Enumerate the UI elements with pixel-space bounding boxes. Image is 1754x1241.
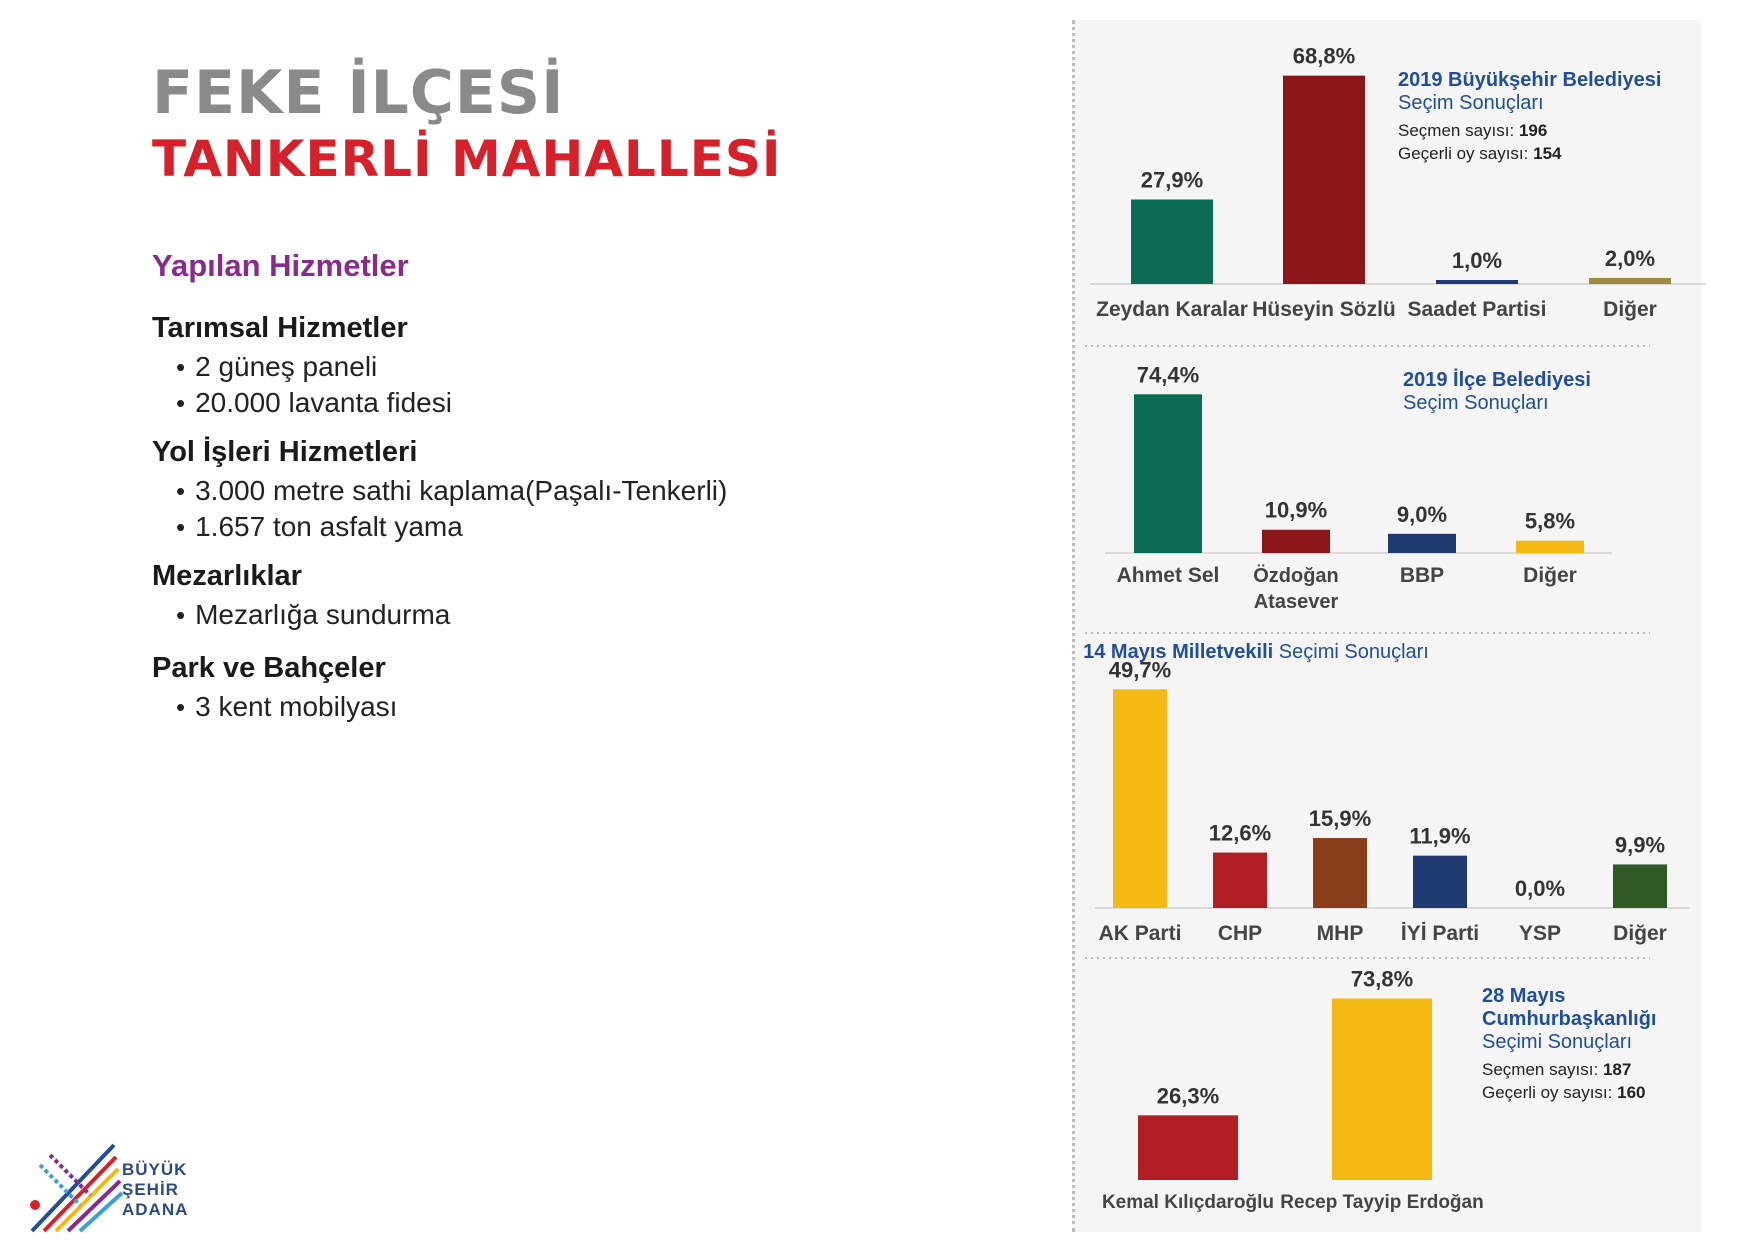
chart-title-line: Seçimi Sonuçları [1482, 1031, 1633, 1053]
category-label: Diğer [1523, 564, 1577, 587]
list-item: • 20.000 lavanta fidesi [176, 385, 452, 421]
note-value: 160 [1617, 1083, 1646, 1102]
chart-title-rest: Seçimi Sonuçları [1273, 641, 1429, 663]
note-label: Seçmen sayısı: [1398, 121, 1519, 140]
chart-bar [1283, 76, 1365, 284]
list-item: • 1.657 ton asfalt yama [176, 509, 727, 545]
category-label: Diğer [1603, 298, 1657, 321]
note-label: Seçmen sayısı: [1482, 1060, 1603, 1079]
services-heading: Yapılan Hizmetler [152, 248, 409, 283]
category-label: Özdoğan [1253, 565, 1339, 587]
logo-line: ADANA [122, 1200, 189, 1219]
neighborhood-title: TANKERLİ MAHALLESİ [152, 130, 782, 188]
category-label: Saadet Partisi [1407, 298, 1547, 321]
chart-bar [1313, 838, 1367, 908]
note-value: 187 [1602, 1060, 1632, 1079]
chart-title-line: 2019 Büyükşehir Belediyesi [1398, 69, 1662, 91]
chart-bar [1213, 853, 1267, 908]
chart-bar [1262, 530, 1330, 553]
logo-line: BÜYÜK [122, 1160, 188, 1179]
bar-value-label: 27,9% [1140, 167, 1204, 193]
chart-bar [1613, 864, 1667, 908]
bar-value-label: 12,6% [1208, 820, 1272, 846]
bar-value-label: 74,4% [1136, 362, 1200, 388]
list-item: • Mezarlığa sundurma [176, 597, 450, 633]
chart-bar [1589, 278, 1671, 284]
category-label: Diğer [1613, 922, 1667, 945]
chart-note [1482, 1060, 1631, 1079]
chart-bar [1134, 394, 1202, 553]
bar-value-label: 1,0% [1451, 248, 1503, 273]
chart-bar [1436, 280, 1518, 284]
category-label: İYİ Parti [1400, 922, 1480, 945]
chart-note [1482, 1083, 1645, 1102]
chart-title-line: 2019 İlçe Belediyesi [1403, 369, 1591, 391]
chart-title-line: Seçim Sonuçları [1403, 392, 1549, 414]
note-label: Geçerli oy sayısı: [1482, 1083, 1618, 1102]
section-heading: Mezarlıklar [152, 560, 302, 592]
bar-value-label: 0,0% [1514, 876, 1566, 901]
bar-value-label: 9,0% [1396, 501, 1448, 527]
bar-value-label: 68,8% [1292, 43, 1356, 69]
bar-value-label: 11,9% [1409, 823, 1471, 849]
bar-value-label: 73,8% [1350, 966, 1414, 992]
note-label: Geçerli oy sayısı: [1398, 144, 1534, 163]
category-label: Zeydan Karalar [1096, 298, 1248, 321]
bar-value-label: 9,9% [1614, 832, 1666, 858]
logo-line: ŞEHİR [122, 1180, 179, 1199]
chart-note [1398, 121, 1547, 140]
district-title: FEKE İLÇESİ [152, 58, 565, 128]
chart-note [1398, 144, 1562, 163]
category-label: Atasever [1253, 591, 1339, 613]
list-item: • 3 kent mobilyası [176, 689, 397, 725]
note-value: 196 [1518, 121, 1548, 140]
chart-title-bold: 14 Mayıs Milletvekili [1083, 641, 1274, 663]
bar-value-label: 15,9% [1308, 806, 1372, 832]
chart-bar [1388, 534, 1456, 553]
chart-bar [1131, 200, 1213, 284]
chart-bar [1516, 541, 1584, 553]
chart-bar [1413, 856, 1467, 908]
category-label: CHP [1217, 922, 1263, 945]
category-label: Recep Tayyip Erdoğan [1280, 1192, 1484, 1213]
chart-title-line: 28 Mayıs [1482, 985, 1566, 1007]
category-label: YSP [1518, 922, 1562, 945]
chart-title [1083, 641, 1429, 663]
bar-value-label: 10,9% [1264, 497, 1328, 523]
chart-bar [1138, 1115, 1238, 1180]
bar-value-label: 26,3% [1156, 1083, 1220, 1109]
note-value: 154 [1533, 144, 1562, 163]
chart-title-line: Cumhurbaşkanlığı [1482, 1008, 1657, 1030]
bar-value-label: 5,8% [1524, 508, 1576, 534]
chart-bar [1332, 998, 1432, 1180]
chart-title-line: Seçim Sonuçları [1398, 92, 1544, 114]
list-item: • 3.000 metre sathi kaplama(Paşalı-Tenkerli) [176, 473, 727, 509]
bar-value-label: 49,7% [1108, 657, 1172, 683]
category-label: MHP [1316, 922, 1364, 945]
section-heading: Tarımsal Hizmetler [152, 312, 408, 344]
category-label: Kemal Kılıçdaroğlu [1101, 1192, 1275, 1213]
list-item: • 2 güneş paneli [176, 349, 452, 385]
section-heading: Park ve Bahçeler [152, 652, 386, 684]
category-label: BBP [1399, 564, 1445, 587]
section-heading: Yol İşleri Hizmetleri [152, 436, 418, 468]
category-label: Ahmet Sel [1116, 564, 1220, 587]
bar-value-label: 2,0% [1604, 245, 1656, 271]
category-label: AK Parti [1098, 922, 1182, 945]
chart-bar [1113, 689, 1167, 908]
category-label: Hüseyin Sözlü [1252, 298, 1396, 321]
